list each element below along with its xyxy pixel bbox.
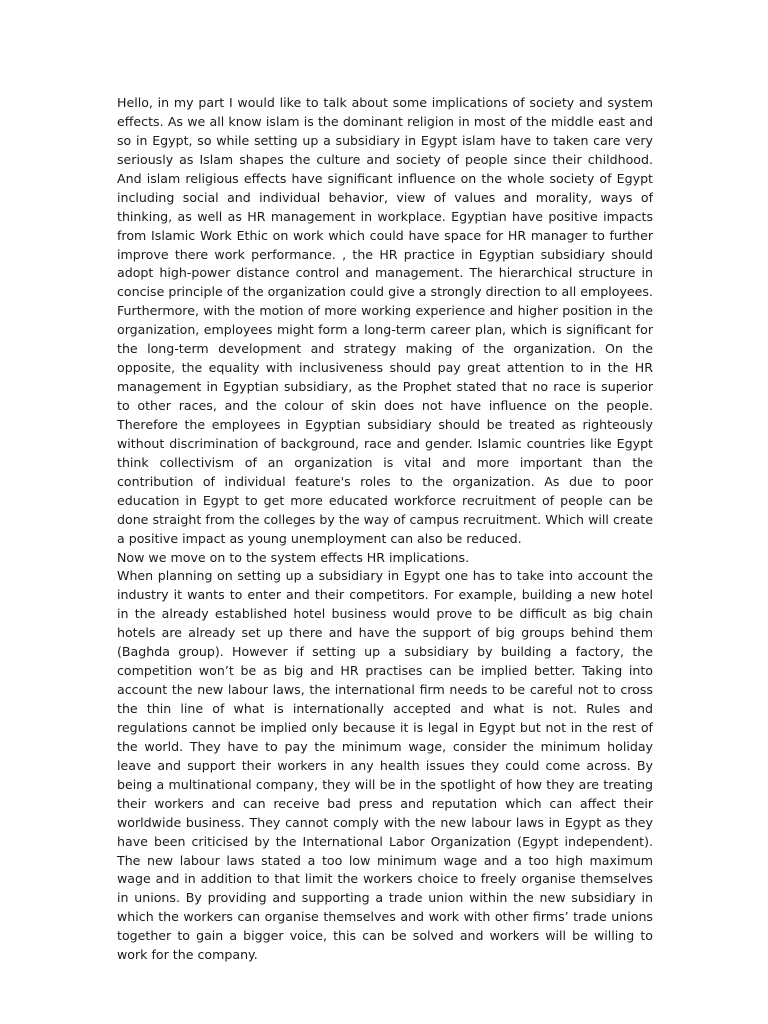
paragraph-transition: Now we move on to the system effects HR implications.: [117, 549, 470, 565]
paragraph-system-effects: When planning on setting up a subsidiary in Egypt one has to take into account the industry it wants to enter and their competitors. For example, building a new hotel in the already established hotel business would prove to be difficult as big chain hotels are already set up there and have the support of big groups behind them (Baghda group). However if setting up a subsidiary by building a factory, the competition won’t be as big and HR practises can be implied better. Taking into account the new labour laws, the international firm needs to be careful not to cross the thin line of what is internationally accepted and what is not. Rules and regulations cannot be implied only because it is legal in Egypt but not in the rest of the world. They have to pay the minimum wage, consider the minimum holiday leave and support their workers in any health issues they could come across. By being a multinational company, they will be in the spotlight of how they are treating their workers and can receive bad press and reputation which can affect their worldwide business. They cannot comply with the new labour laws in Egypt as they have been criticised by the International Labor Organization (Egypt independent). The new labour laws stated a too low minimum wage and a too high maximum wage and in addition to that limit the workers choice to freely organise themselves in unions. By providing and supporting a trade union within the new subsidiary in which the workers can organise themselves and work with other firms’ trade unions together to gain a bigger voice, this can be solved and workers will be willing to work for the company.: [117, 568, 653, 963]
paragraph-society-effects: Hello, in my part I would like to talk about some implications of society and system effects. As we all know islam is the dominant religion in most of the middle east and so in Egypt, so while setting up a subsidiary in Egypt islam have to taken care very seriously as Islam shapes the culture and society of people since their childhood. And islam religious effects have significant influence on the whole society of Egypt including social and individual behavior, view of values and morality, ways of thinking, as well as HR management in workplace. Egyptian have positive impacts from Islamic Work Ethic on work which could have space for HR manager to further improve there work performance. , the HR practice in Egyptian subsidiary should adopt high-power distance control and management. The hierarchical structure in concise principle of the organization could give a strongly direction to all employees. Furthermore, with the motion of more working experience and higher position in the organization, employees might form a long-term career plan, which is significant for the long-term development and strategy making of the organization. On the opposite, the equality with inclusiveness should pay great attention to in the HR management in Egyptian subsidiary, as the Prophet stated that no race is superior to other races, and the colour of skin does not have influence on the people. Therefore the employees in Egyptian subsidiary should be treated as righteously without discrimination of background, race and gender. Islamic countries like Egypt think collectivism of an organization is vital and more important than the contribution of individual feature's roles to the organization. As due to poor education in Egypt to get more educated workforce recruitment of people can be done straight from the colleges by the way of campus recruitment. Which will create a positive impact as young unemployment can also be reduced.: [117, 95, 653, 546]
body-text: [117, 94, 653, 965]
